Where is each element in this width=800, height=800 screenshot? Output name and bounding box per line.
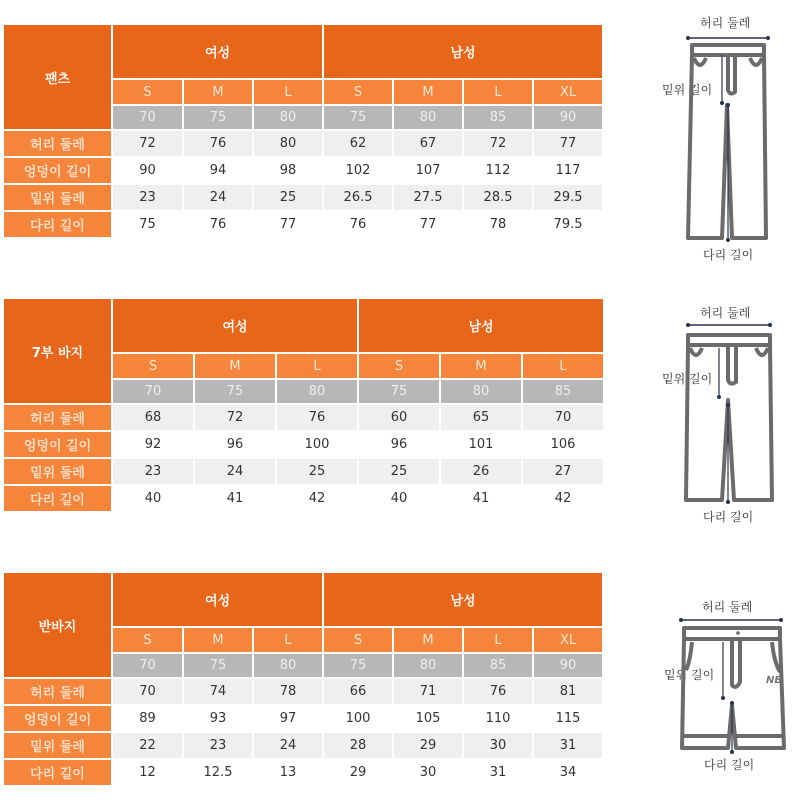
table-row — [4, 486, 603, 511]
cell: 76 — [277, 405, 357, 430]
size-label: L — [464, 628, 532, 652]
size-label: S — [359, 354, 439, 378]
row-label: 허리 둘레 — [4, 405, 111, 430]
waist-size: 90 — [534, 106, 602, 129]
cell: 70 — [523, 405, 603, 430]
cell: 12.5 — [184, 760, 252, 785]
row-label: 엉덩이 길이 — [4, 432, 111, 457]
cell: 96 — [195, 432, 275, 457]
cell: 23 — [184, 733, 252, 758]
men-header: 남성 — [359, 299, 603, 352]
waist-label: 허리 둘레 — [700, 306, 751, 320]
cell: 78 — [254, 679, 322, 704]
size-label: L — [254, 80, 322, 104]
pants-diagram — [640, 0, 800, 270]
size-label: L — [464, 80, 532, 104]
waist-size: 80 — [254, 106, 322, 129]
cell: 25 — [277, 459, 357, 484]
waist-size: 75 — [184, 106, 252, 129]
waist-size: 90 — [534, 654, 602, 677]
cell: 30 — [464, 733, 532, 758]
size-label: L — [523, 354, 603, 378]
pants-outline-icon — [640, 0, 800, 270]
cell: 24 — [254, 733, 322, 758]
row-label: 밑위 둘레 — [4, 733, 111, 758]
brand-logo-icon: NB — [766, 675, 782, 686]
cell: 107 — [394, 158, 462, 183]
cell: 30 — [394, 760, 462, 785]
cell: 62 — [324, 131, 392, 156]
table-row — [4, 405, 603, 430]
cell: 26.5 — [324, 185, 392, 210]
waist-size: 75 — [195, 380, 275, 403]
waist-label: 허리 둘레 — [700, 16, 751, 30]
size-label: XL — [534, 80, 602, 104]
cropped-pants-diagram — [640, 290, 800, 530]
size-label: M — [195, 354, 275, 378]
cell: 110 — [464, 706, 532, 731]
cell: 100 — [277, 432, 357, 457]
cell: 98 — [254, 158, 322, 183]
cell: 29.5 — [534, 185, 602, 210]
cell: 71 — [394, 679, 462, 704]
cell: 102 — [324, 158, 392, 183]
waist-size: 80 — [254, 654, 322, 677]
cell: 31 — [534, 733, 602, 758]
size-label: S — [113, 80, 182, 104]
cell: 72 — [113, 131, 182, 156]
leg-label: 다리 길이 — [703, 510, 754, 524]
cell: 29 — [394, 733, 462, 758]
cell: 27.5 — [394, 185, 462, 210]
row-label: 밑위 둘레 — [4, 459, 111, 484]
row-label: 허리 둘레 — [4, 131, 111, 156]
cell: 28.5 — [464, 185, 532, 210]
size-label: M — [184, 80, 252, 104]
cell: 67 — [394, 131, 462, 156]
rise-label: 밑위 길이 — [662, 372, 713, 386]
row-label: 다리 길이 — [4, 212, 111, 237]
cell: 24 — [184, 185, 252, 210]
women-header: 여성 — [113, 25, 322, 78]
waist-size: 75 — [359, 380, 439, 403]
waist-label: 허리 둘레 — [702, 600, 753, 614]
cell: 12 — [113, 760, 182, 785]
cell: 106 — [523, 432, 603, 457]
cell: 105 — [394, 706, 462, 731]
leg-label: 다리 길이 — [704, 758, 755, 772]
cell: 72 — [195, 405, 275, 430]
table-row — [4, 733, 602, 758]
table-title: 7부 바지 — [4, 299, 111, 403]
table-row — [4, 459, 603, 484]
women-header: 여성 — [113, 299, 357, 352]
table-row — [4, 131, 602, 156]
table-row — [4, 212, 602, 237]
cell: 68 — [113, 405, 193, 430]
size-label: M — [441, 354, 521, 378]
size-label: S — [324, 80, 392, 104]
cell: 92 — [113, 432, 193, 457]
cell: 25 — [254, 185, 322, 210]
pants-size-table — [2, 23, 604, 239]
cell: 76 — [324, 212, 392, 237]
row-label: 다리 길이 — [4, 486, 111, 511]
cell: 22 — [113, 733, 182, 758]
waist-size: 85 — [464, 654, 532, 677]
cell: 93 — [184, 706, 252, 731]
cell: 40 — [113, 486, 193, 511]
row-label: 밑위 둘레 — [4, 185, 111, 210]
shorts-outline-icon — [650, 590, 800, 780]
cell: 77 — [254, 212, 322, 237]
table-row — [4, 679, 602, 704]
waist-size: 75 — [324, 106, 392, 129]
cell: 76 — [184, 212, 252, 237]
cell: 70 — [113, 679, 182, 704]
cell: 96 — [359, 432, 439, 457]
cell: 65 — [441, 405, 521, 430]
row-label: 엉덩이 길이 — [4, 158, 111, 183]
cell: 77 — [394, 212, 462, 237]
cell: 42 — [277, 486, 357, 511]
cell: 117 — [534, 158, 602, 183]
table-row — [4, 706, 602, 731]
cell: 25 — [359, 459, 439, 484]
men-header: 남성 — [324, 573, 602, 626]
rise-label: 밑위 길이 — [664, 668, 715, 682]
cell: 28 — [324, 733, 392, 758]
cell: 41 — [195, 486, 275, 511]
cell: 42 — [523, 486, 603, 511]
cell: 23 — [113, 185, 182, 210]
waist-size: 70 — [113, 106, 182, 129]
cell: 60 — [359, 405, 439, 430]
table-title: 팬츠 — [4, 25, 111, 129]
waist-size: 80 — [394, 106, 462, 129]
cell: 74 — [184, 679, 252, 704]
table-row — [4, 185, 602, 210]
cell: 76 — [184, 131, 252, 156]
cell: 23 — [113, 459, 193, 484]
waist-size: 85 — [523, 380, 603, 403]
cell: 76 — [464, 679, 532, 704]
waist-size: 80 — [441, 380, 521, 403]
size-label: S — [113, 354, 193, 378]
waist-size: 85 — [464, 106, 532, 129]
cell: 115 — [534, 706, 602, 731]
cell: 90 — [113, 158, 182, 183]
table-title: 반바지 — [4, 573, 111, 677]
leg-label: 다리 길이 — [703, 248, 754, 262]
cell: 34 — [534, 760, 602, 785]
size-label: XL — [534, 628, 602, 652]
cell: 101 — [441, 432, 521, 457]
cell: 26 — [441, 459, 521, 484]
table-row — [4, 158, 602, 183]
shorts-diagram — [650, 590, 800, 780]
cell: 89 — [113, 706, 182, 731]
row-label: 다리 길이 — [4, 760, 111, 785]
size-label: S — [324, 628, 392, 652]
cell: 13 — [254, 760, 322, 785]
row-label: 엉덩이 길이 — [4, 706, 111, 731]
shorts-size-table — [2, 571, 604, 787]
table-row — [4, 432, 603, 457]
men-header: 남성 — [324, 25, 602, 78]
waist-size: 80 — [277, 380, 357, 403]
size-label: M — [394, 628, 462, 652]
table-row — [4, 760, 602, 785]
rise-label: 밑위 길이 — [662, 83, 713, 97]
row-label: 허리 둘레 — [4, 679, 111, 704]
cell: 40 — [359, 486, 439, 511]
cell: 41 — [441, 486, 521, 511]
cell: 80 — [254, 131, 322, 156]
cell: 66 — [324, 679, 392, 704]
size-label: M — [184, 628, 252, 652]
cell: 81 — [534, 679, 602, 704]
waist-size: 75 — [184, 654, 252, 677]
cell: 79.5 — [534, 212, 602, 237]
size-label: L — [277, 354, 357, 378]
cell: 72 — [464, 131, 532, 156]
waist-size: 80 — [394, 654, 462, 677]
cell: 94 — [184, 158, 252, 183]
size-label: S — [113, 628, 182, 652]
waist-size: 75 — [324, 654, 392, 677]
cell: 24 — [195, 459, 275, 484]
cell: 78 — [464, 212, 532, 237]
size-label: M — [394, 80, 462, 104]
cell: 31 — [464, 760, 532, 785]
cropped-pants-size-table — [2, 297, 605, 513]
cell: 75 — [113, 212, 182, 237]
cell: 27 — [523, 459, 603, 484]
cell: 97 — [254, 706, 322, 731]
women-header: 여성 — [113, 573, 322, 626]
cropped-pants-outline-icon — [640, 290, 800, 530]
waist-size: 70 — [113, 654, 182, 677]
cell: 100 — [324, 706, 392, 731]
cell: 77 — [534, 131, 602, 156]
size-label: L — [254, 628, 322, 652]
cell: 29 — [324, 760, 392, 785]
waist-size: 70 — [113, 380, 193, 403]
cell: 112 — [464, 158, 532, 183]
